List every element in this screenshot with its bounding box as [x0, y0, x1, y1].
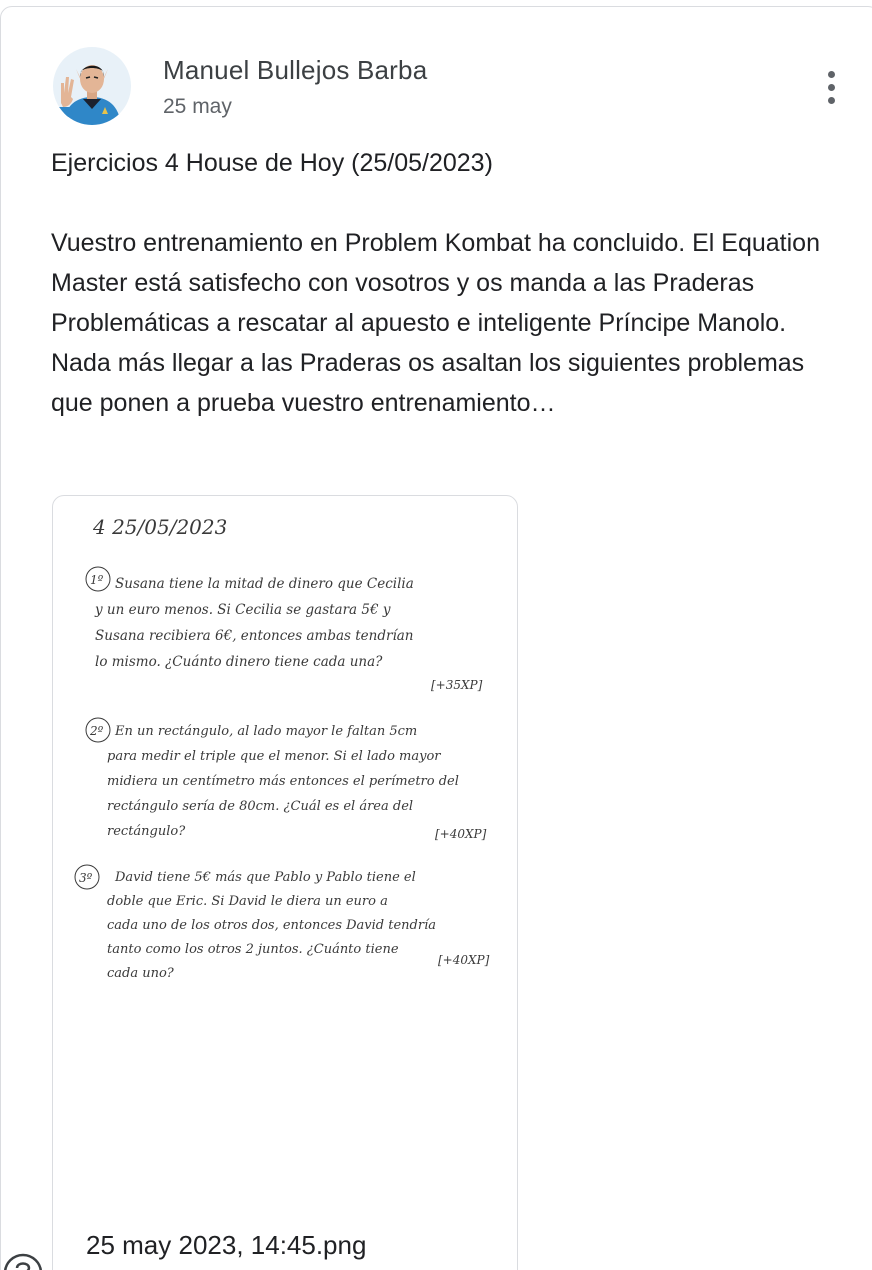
handwritten-line: cada uno de los otros dos, entonces David tendría [107, 918, 436, 933]
handwritten-header: 4 25/05/2023 [93, 515, 228, 539]
handwritten-line: y un euro menos. Si Cecilia se gastara 5€ y [95, 602, 391, 618]
handwritten-line: En un rectángulo, al lado mayor le faltan 5cm [115, 724, 418, 739]
handwritten-line: cada uno? [107, 966, 174, 981]
more-vertical-icon [828, 71, 835, 78]
attachment-filename[interactable]: 25 may 2023, 14:45.png [86, 1230, 367, 1260]
avatar-image [53, 47, 131, 125]
more-options-button[interactable] [809, 63, 853, 111]
handwritten-line: midiera un centímetro más entonces el perímetro del [107, 774, 459, 789]
help-icon[interactable] [1, 1251, 45, 1270]
handwritten-line: Susana recibiera 6€, entonces ambas tendrían [95, 628, 414, 644]
svg-text:[+35XP]: [+35XP] [431, 678, 483, 692]
post-body: Vuestro entrenamiento en Problem Kombat ha concluido. El Equation Master está satisfecho con vosotros y os manda a las Praderas Problemáticas a rescatar al apuesto e inteligente Príncipe Manolo. Nada más llegar a las Praderas os asaltan los siguientes problemas que ponen a prueba vuestro entrenamiento… [51, 229, 820, 417]
more-vertical-icon-dot [828, 97, 835, 104]
handwritten-line: Susana tiene la mitad de dinero que Cecilia [115, 576, 414, 592]
author-avatar[interactable] [53, 47, 131, 125]
svg-text:[+40XP]: [+40XP] [438, 953, 490, 967]
more-vertical-icon-dot [828, 84, 835, 91]
handwritten-line: tanto como los otros 2 juntos. ¿Cuánto tiene [107, 942, 399, 957]
svg-text:2º: 2º [90, 724, 104, 738]
handwritten-line: rectángulo sería de 80cm. ¿Cuál es el área del [107, 799, 414, 814]
author-name[interactable]: Manuel Bullejos Barba [163, 55, 428, 85]
handwritten-exercises-image [53, 496, 518, 1236]
post-date: 25 may [163, 95, 232, 118]
handwritten-line: lo mismo. ¿Cuánto dinero tiene cada una? [95, 654, 383, 670]
handwritten-line: David tiene 5€ más que Pablo y Pablo tiene el [115, 870, 416, 885]
post-title: Ejercicios 4 House de Hoy (25/05/2023) [51, 149, 493, 177]
post-card [0, 6, 872, 1270]
handwritten-line: rectángulo? [107, 824, 186, 839]
svg-text:3º: 3º [79, 871, 93, 885]
svg-text:[+40XP]: [+40XP] [435, 827, 487, 841]
handwritten-line: para medir el triple que el menor. Si el lado mayor [107, 749, 441, 764]
handwritten-line: doble que Eric. Si David le diera un euro a [107, 894, 388, 909]
svg-text:1º: 1º [90, 573, 104, 587]
attachment-card[interactable] [52, 495, 518, 1270]
